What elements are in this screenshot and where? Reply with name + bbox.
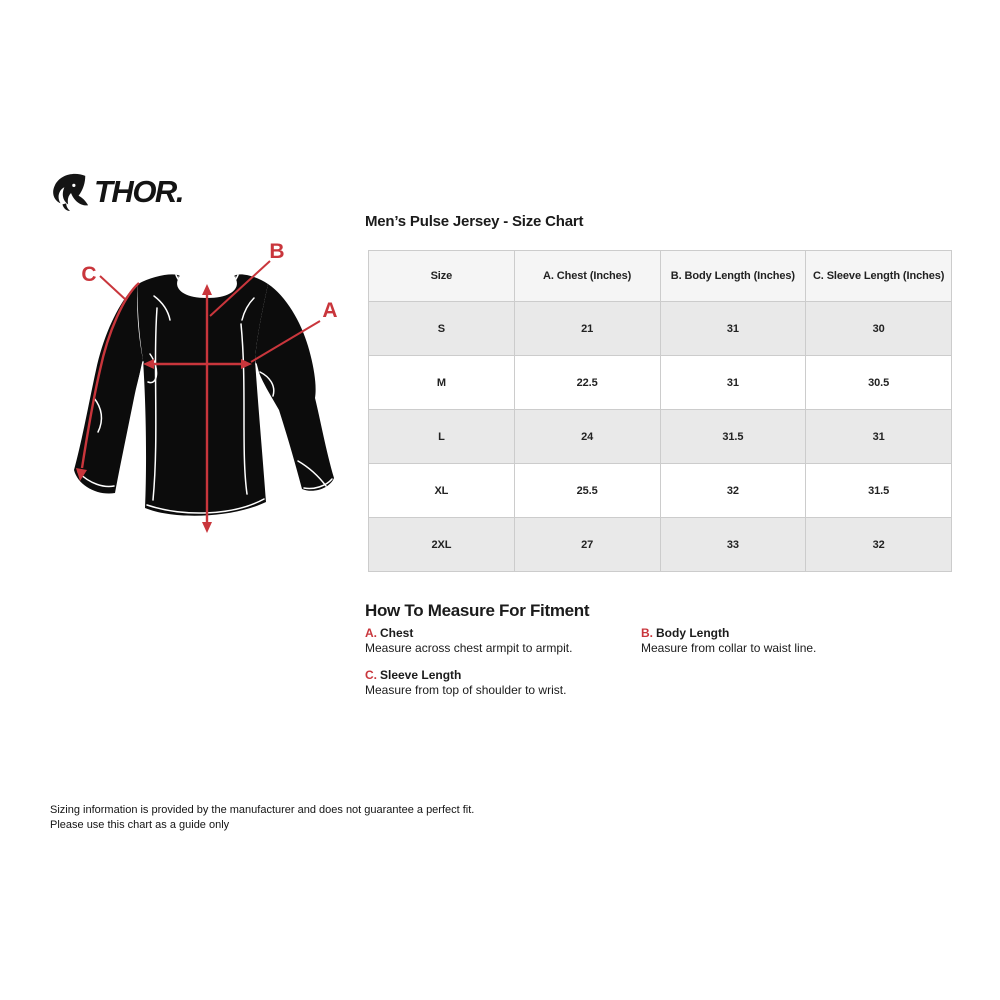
col-header-sleeve-length: C. Sleeve Length (Inches): [806, 251, 952, 302]
col-header-size: Size: [369, 251, 515, 302]
table-row: [369, 302, 952, 356]
cell-size: L: [369, 410, 515, 464]
how-to-measure-heading: How To Measure For Fitment: [365, 601, 590, 620]
page-title: Men’s Pulse Jersey - Size Chart: [365, 213, 584, 230]
measure-name: Sleeve Length: [380, 668, 462, 682]
measure-letter: C.: [365, 668, 377, 682]
cell-sleeve-length: 31: [806, 410, 952, 464]
cell-sleeve-length: 30.5: [806, 356, 952, 410]
thor-goat-head-icon: [50, 173, 92, 211]
cell-size: S: [369, 302, 515, 356]
measure-letter: B.: [641, 626, 653, 640]
disclaimer-text: [50, 803, 474, 833]
cell-chest: 27: [514, 518, 660, 572]
measure-item-chest: [365, 626, 641, 655]
cell-body-length: 32: [660, 464, 806, 518]
disclaimer-line-1: Sizing information is provided by the manufacturer and does not guarantee a perfect fit.: [50, 804, 475, 816]
measure-label: [365, 626, 641, 640]
measure-label: [365, 668, 641, 682]
cell-chest: 21: [514, 302, 660, 356]
measure-instructions: [365, 626, 951, 697]
col-header-body-length: B. Body Length (Inches): [660, 251, 806, 302]
measure-description: Measure from collar to waist line.: [641, 641, 817, 655]
measure-letter: A.: [365, 626, 377, 640]
cell-sleeve-length: 31.5: [806, 464, 952, 518]
cell-sleeve-length: 32: [806, 518, 952, 572]
cell-body-length: 33: [660, 518, 806, 572]
jersey-measurement-diagram: [58, 236, 368, 591]
cell-size: XL: [369, 464, 515, 518]
cell-size: 2XL: [369, 518, 515, 572]
arrowhead: [202, 284, 212, 295]
measure-description: Measure across chest armpit to armpit.: [365, 641, 573, 655]
measure-item-body-length: [641, 626, 951, 655]
cell-body-length: 31.5: [660, 410, 806, 464]
cell-sleeve-length: 30: [806, 302, 952, 356]
cell-body-length: 31: [660, 302, 806, 356]
cell-size: M: [369, 356, 515, 410]
measure-name: Chest: [380, 626, 414, 640]
thor-logo-wordmark: THOR.: [94, 174, 183, 209]
cell-chest: 24: [514, 410, 660, 464]
cell-chest: 25.5: [514, 464, 660, 518]
table-row: [369, 410, 952, 464]
table-row: [369, 464, 952, 518]
diagram-label-b: B: [269, 240, 285, 263]
table-row: [369, 518, 952, 572]
table-header-row: [369, 251, 952, 302]
arrowhead: [202, 522, 212, 533]
measure-label: [641, 626, 951, 640]
table-row: [369, 356, 952, 410]
measure-item-sleeve-length: [365, 668, 641, 697]
disclaimer-line-2: Please use this chart as a guide only: [50, 819, 230, 831]
cell-body-length: 31: [660, 356, 806, 410]
cell-chest: 22.5: [514, 356, 660, 410]
measure-description: Measure from top of shoulder to wrist.: [365, 683, 567, 697]
size-chart-table: [368, 250, 952, 572]
thor-logo: [50, 171, 183, 213]
jersey-left-sleeve: [74, 284, 143, 494]
col-header-chest: A. Chest (Inches): [514, 251, 660, 302]
diagram-label-c: C: [81, 263, 97, 286]
leader-line-c: [100, 276, 126, 300]
measure-name: Body Length: [656, 626, 730, 640]
diagram-label-a: A: [322, 299, 338, 322]
